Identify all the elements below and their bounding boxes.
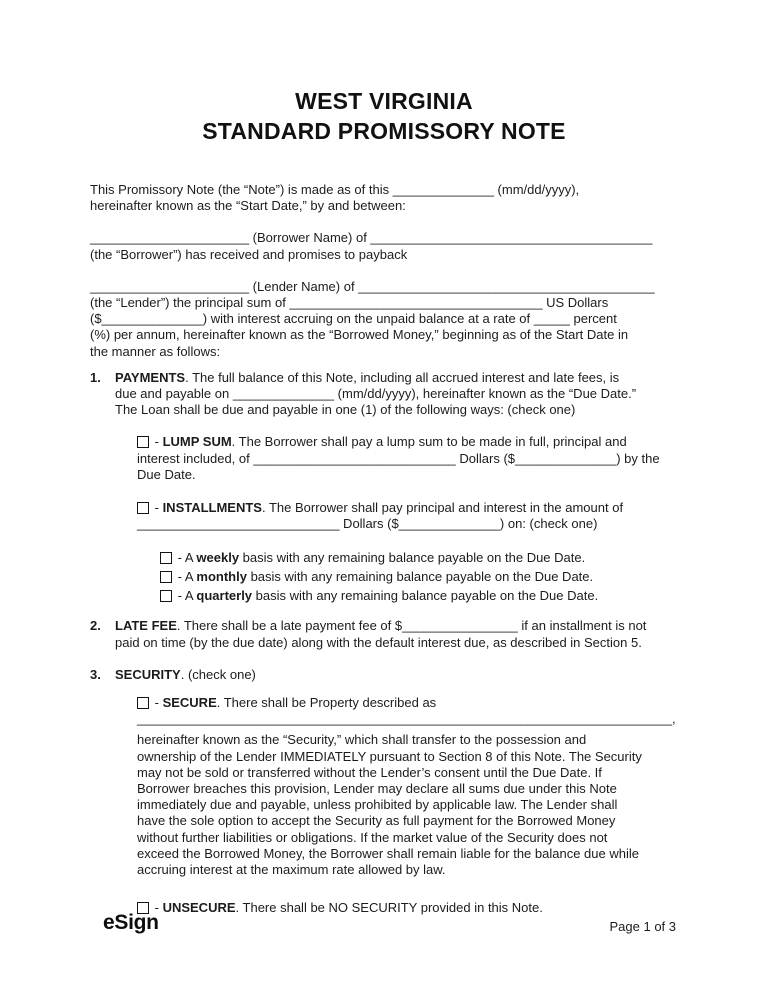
secure-after-label: . There shall be Property described as: [216, 695, 437, 711]
secure-par-line-8: exceed the Borrowed Money, the Borrower shall remain liable for the balance due while: [137, 845, 639, 861]
weekly-label: weekly: [196, 550, 240, 566]
page-indicator: Page 1 of 3: [609, 919, 676, 934]
lump-sum-line-3: Due Date.: [137, 466, 196, 482]
section-security: [90, 667, 678, 683]
late-fee-after-label: . There shall be a late payment fee of $________________ if an installment is not: [176, 618, 647, 634]
intro-line-2: hereinafter known as the “Start Date,” by and between:: [90, 198, 406, 214]
quarterly-suffix: basis with any remaining balance payable on the Due Date.: [252, 588, 599, 604]
unsecure-dash: -: [151, 900, 163, 916]
frequency-option-quarterly: [160, 586, 678, 605]
payments-label: PAYMENTS: [115, 369, 186, 385]
intro-line-1: This Promissory Note (the “Note”) is made as of this ______________ (mm/dd/yyyy),: [90, 182, 580, 197]
installments-checkbox[interactable]: [137, 502, 149, 514]
lender-manner-line: the manner as follows:: [90, 343, 221, 359]
secure-par-line-1: hereinafter known as the “Security,” which shall transfer to the possession and: [137, 732, 587, 748]
secure-par-line-5: immediately due and payable, unless prohibited by applicable law. The Lender shall: [137, 797, 618, 813]
lump-sum-label: LUMP SUM: [162, 434, 232, 450]
quarterly-prefix: - A: [174, 588, 197, 604]
lender-name-line: ______________________ (Lender Name) of _________________________________________: [90, 278, 655, 294]
section-1-number: 1.: [90, 369, 101, 385]
monthly-checkbox[interactable]: [160, 571, 172, 583]
secure-paragraph: [137, 732, 678, 878]
lender-principal-line: (the “Lender”) the principal sum of ___________________________________ US Dollars: [90, 295, 609, 311]
installments-label: INSTALLMENTS: [162, 500, 262, 516]
unsecure-line-1: [137, 900, 678, 916]
section-2-body: [115, 618, 646, 650]
section-2-number: 2.: [90, 618, 101, 634]
secure-par-line-3: may not be sold or transferred without the Lender’s consent until the Due Date. If: [137, 764, 602, 780]
security-line-1: [115, 667, 256, 683]
installments-after-label: . The Borrower shall pay principal and interest in the amount of: [261, 500, 624, 516]
installments-line-1: [137, 500, 678, 516]
section-3-number: 3.: [90, 666, 101, 682]
lump-sum-checkbox[interactable]: [137, 436, 149, 448]
secure-property-blank-line: __________________________________________________________________________,: [137, 711, 676, 727]
unsecure-after-label: . There shall be NO SECURITY provided in this Note.: [235, 900, 543, 916]
quarterly-checkbox[interactable]: [160, 590, 172, 602]
payments-line-1: [115, 370, 636, 386]
secure-line-1: [137, 695, 678, 711]
secure-dash: -: [151, 695, 163, 711]
lump-sum-dash: -: [151, 434, 163, 450]
esign-logo: eSign: [103, 911, 159, 934]
title-line-1: WEST VIRGINIA: [295, 88, 473, 114]
monthly-prefix: - A: [174, 569, 197, 585]
weekly-checkbox[interactable]: [160, 552, 172, 564]
secure-par-line-7: without further liabilities or obligations. If the market value of the Security does not: [137, 829, 608, 845]
late-fee-line-1: [115, 618, 646, 634]
weekly-suffix: basis with any remaining balance payable on the Due Date.: [239, 550, 586, 566]
payments-line-3: The Loan shall be due and payable in one (1) of the following ways: (check one): [115, 402, 576, 418]
payments-line-2: due and payable on ______________ (mm/dd/yyyy), hereinafter known as the “Due Date.”: [115, 386, 637, 402]
borrower-name-line: ______________________ (Borrower Name) of _______________________________________: [90, 230, 653, 246]
lump-sum-line-1: [137, 434, 678, 450]
lump-sum-line-2: interest included, of ____________________________ Dollars ($______________) by the: [137, 450, 660, 466]
installments-line-2: ____________________________ Dollars ($______________) on: (check one): [137, 516, 598, 532]
secure-par-line-9: accruing interest at the maximum rate allowed by law.: [137, 862, 446, 878]
secure-par-line-2: ownership of the Lender IMMEDIATELY pursuant to Section 8 of this Note. The Security: [137, 748, 642, 764]
section-3-body: [115, 667, 256, 683]
borrower-paragraph: [90, 230, 678, 262]
security-after-label: . (check one): [180, 666, 256, 682]
lender-interest-line: ($______________) with interest accruing on the unpaid balance at a rate of _____ percent: [90, 311, 617, 327]
installments-option: [137, 500, 678, 532]
section-late-fee: [90, 618, 678, 650]
secure-checkbox[interactable]: [137, 697, 149, 709]
monthly-suffix: basis with any remaining balance payable on the Due Date.: [246, 569, 594, 585]
secure-par-line-4: Borrower breaches this provision, Lender may declare all sums due under this Note: [137, 781, 617, 797]
lender-annum-line: (%) per annum, hereinafter known as the “Borrowed Money,” beginning as of the Start Date in: [90, 327, 629, 343]
security-label: SECURITY: [115, 666, 181, 682]
quarterly-label: quarterly: [196, 588, 253, 604]
late-fee-label: LATE FEE: [115, 618, 177, 634]
weekly-prefix: - A: [174, 550, 197, 566]
lump-sum-after-label: . The Borrower shall pay a lump sum to be made in full, principal and: [231, 434, 627, 450]
title-line-2: STANDARD PROMISSORY NOTE: [202, 118, 566, 144]
monthly-label: monthly: [196, 569, 247, 585]
lender-paragraph: [90, 279, 678, 360]
frequency-option-monthly: [160, 567, 678, 586]
intro-paragraph: [90, 182, 678, 214]
document-title: [90, 86, 678, 146]
unsecure-label: UNSECURE: [162, 900, 236, 916]
unsecure-option: [137, 900, 678, 916]
late-fee-line-2: paid on time (by the due date) along with the default interest due, as described in Section 5.: [115, 634, 642, 650]
lump-sum-option: [137, 434, 678, 483]
section-1-body: [115, 370, 636, 419]
frequency-option-weekly: [160, 548, 678, 567]
payments-after-label: . The full balance of this Note, including all accrued interest and late fees, is: [185, 369, 620, 385]
secure-label: SECURE: [162, 695, 217, 711]
frequency-options: [160, 548, 678, 605]
secure-par-line-6: have the sole option to accept the Security as full payment for the Borrowed Money: [137, 813, 616, 829]
section-payments: [90, 370, 678, 419]
secure-option: [137, 695, 678, 878]
installments-dash: -: [151, 500, 163, 516]
borrower-line-2: (the “Borrower”) has received and promises to payback: [90, 246, 408, 262]
